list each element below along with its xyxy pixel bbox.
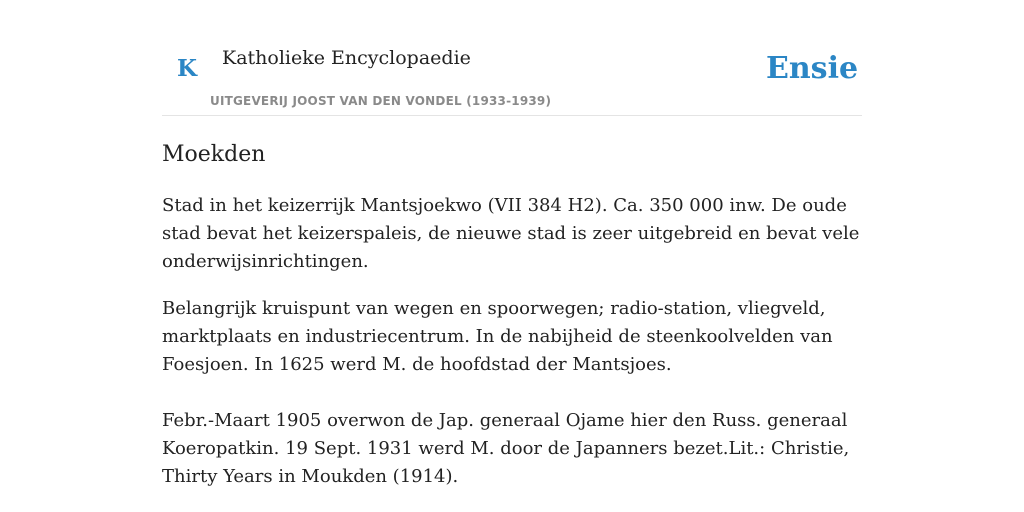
- article-title: Moekden: [162, 142, 266, 167]
- header-divider: [162, 115, 862, 116]
- publisher-label: UITGEVERIJ JOOST VAN DEN VONDEL (1933-1939): [210, 94, 552, 108]
- article-paragraph-3: Febr.-Maart 1905 overwon de Jap. generaal Ojame hier den Russ. generaal Koeropatkin. 19 Sept. 1931 werd M. door de Japanners bezet.Lit.: Christie, Thirty Years in Moukden (1914).: [162, 410, 850, 487]
- site-title[interactable]: Katholieke Encyclopaedie: [222, 47, 471, 69]
- article-paragraph-2: Belangrijk kruispunt van wegen en spoorwegen; radio-station, vliegveld, marktplaats en industriecentrum. In de nabijheid de steenkoolvelden van Foesjoen. In 1625 werd M. de hoofdstad der Mantsjoes.: [162, 298, 833, 375]
- logo-k-icon[interactable]: K: [177, 55, 197, 82]
- brand-logo[interactable]: Ensie: [766, 51, 859, 86]
- article-paragraph-1: Stad in het keizerrijk Mantsjoekwo (VII 384 H2). Ca. 350 000 inw. De oude stad bevat het keizerspaleis, de nieuwe stad is zeer uitgebreid en bevat vele onderwijsinrichtingen.: [162, 195, 860, 272]
